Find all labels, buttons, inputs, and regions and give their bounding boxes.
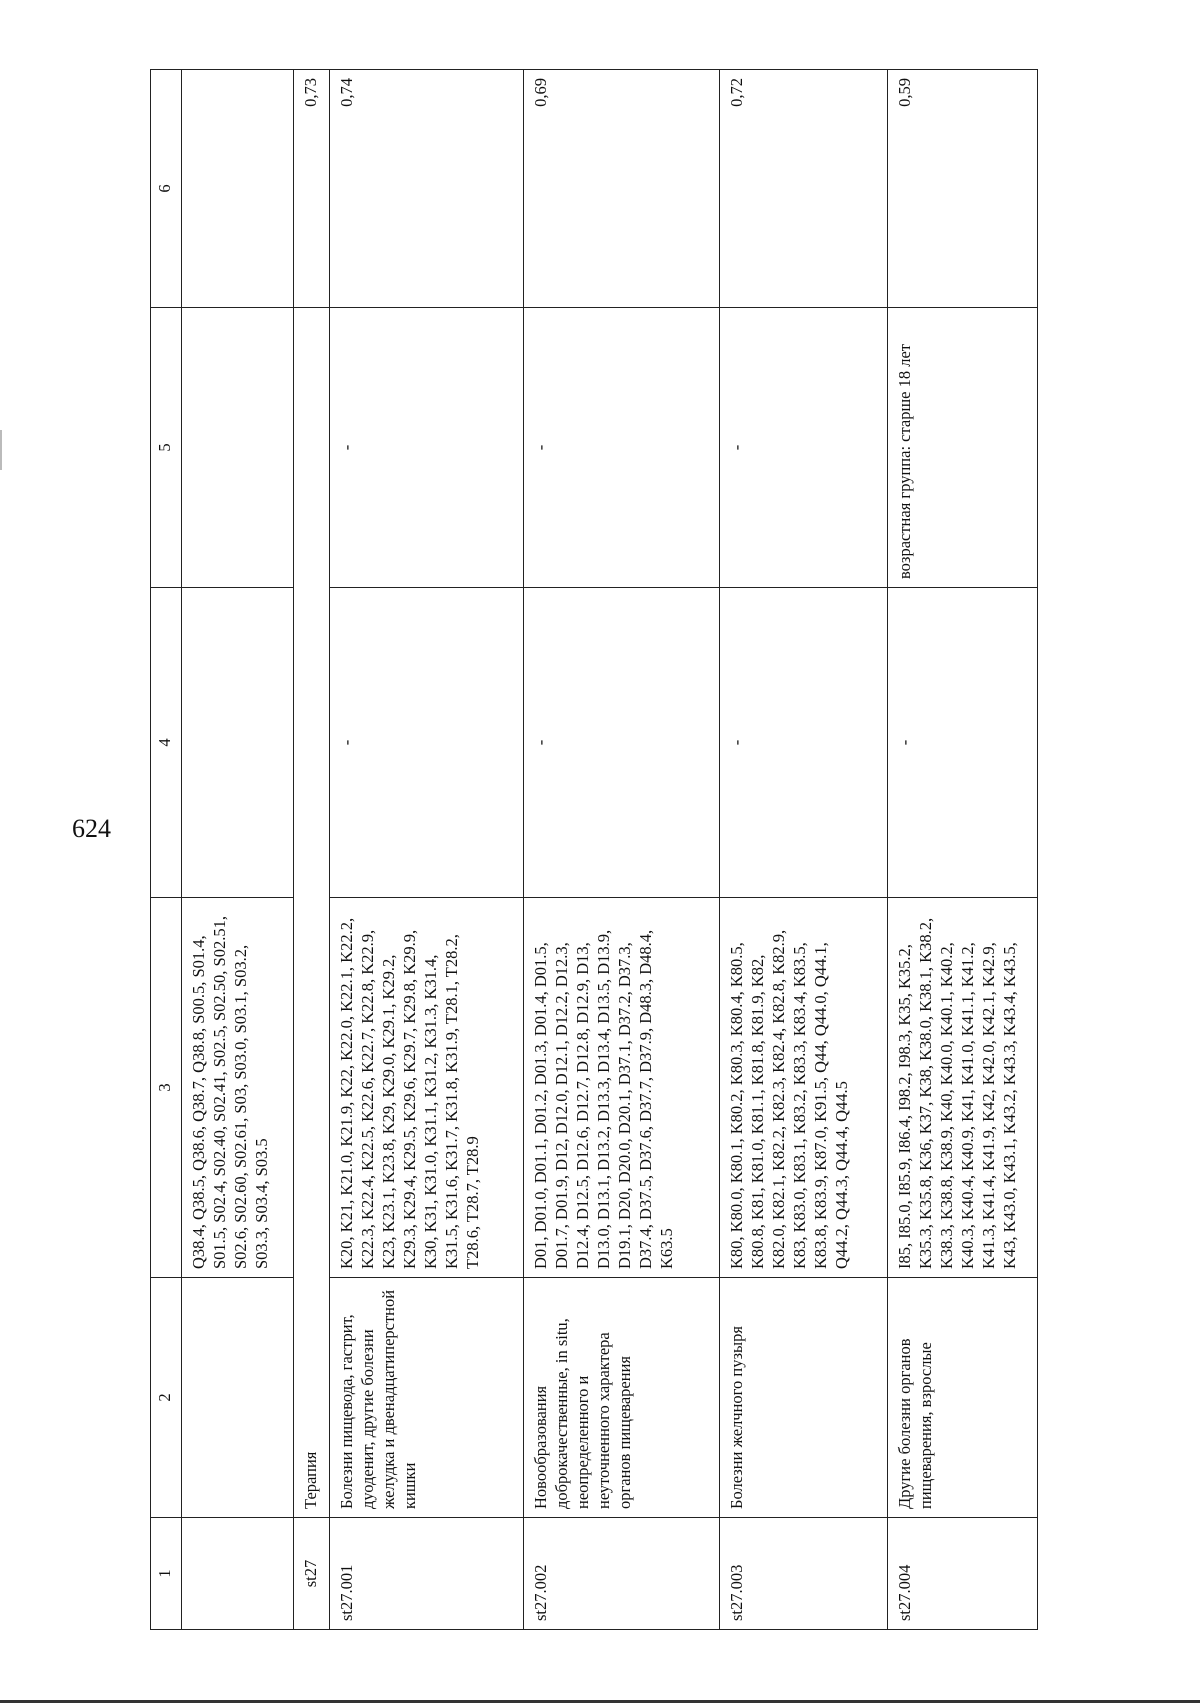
cell-col5 xyxy=(182,308,294,588)
cell-coef: 0,72 xyxy=(720,70,888,308)
cell-name: Болезни желчного пузыря xyxy=(720,1278,888,1518)
header-cell: 1 xyxy=(151,1518,182,1630)
header-cell: 3 xyxy=(151,898,182,1278)
cell-icd-codes: Q38.4, Q38.5, Q38.6, Q38.7, Q38.8, S00.5, S01.4, S01.5, S02.4, S02.40, S02.41, S02.5, S02.50, S02.51, S02.6, S02.60, S02.61, S03, S03.0, S03.1, S03.2, S03.3, S03.4, S03.5 xyxy=(182,898,294,1278)
table-row xyxy=(720,70,888,1630)
header-cell: 6 xyxy=(151,70,182,308)
cell-name xyxy=(182,1278,294,1518)
cell-col5: - xyxy=(524,308,720,588)
cell-coef: 0,74 xyxy=(330,70,524,308)
cell-col4: - xyxy=(524,588,720,898)
tariff-table xyxy=(150,69,1038,1630)
section-coef: 0,73 xyxy=(294,70,330,308)
cell-icd-codes: D01, D01.0, D01.1, D01.2, D01.3, D01.4, D01.5, D01.7, D01.9, D12, D12.0, D12.1, D12.2, D12.3, D12.4, D12.5, D12.6, D12.7, D12.8, D12.9, D13, D13.0, D13.1, D13.2, D13.3, D13.4, D13.5, D13.9, D19.1, D20, D20.0, D20.1, D37.1, D37.2, D37.3, D37.4, D37.5, D37.6, D37.7, D37.9, D48.3, D48.4, K63.5 xyxy=(524,898,720,1278)
cell-coef xyxy=(182,70,294,308)
table-row xyxy=(330,70,524,1630)
cell-code: st27.002 xyxy=(524,1518,720,1630)
table-row xyxy=(524,70,720,1630)
cell-code xyxy=(182,1518,294,1630)
cell-code: st27.003 xyxy=(720,1518,888,1630)
cell-icd-codes: K20, K21, K21.0, K21.9, K22, K22.0, K22.1, K22.2, K22.3, K22.4, K22.5, K22.6, K22.7, K22.8, K22.9, K23, K23.1, K23.8, K29, K29.0, K29.1, K29.2, K29.3, K29.4, K29.5, K29.6, K29.7, K29.8, K29.9, K30, K31, K31.0, K31.1, K31.2, K31.3, K31.4, K31.5, K31.6, K31.7, K31.8, K31.9, T28.1, T28.2, T28.6, T28.7, T28.9 xyxy=(330,898,524,1278)
cell-icd-codes: I85, I85.0, I85.9, I86.4, I98.2, I98.3, K35, K35.2, K35.3, K35.8, K36, K37, K38, K38.0, K38.1, K38.2, K38.3, K38.8, K38.9, K40, K40.0, K40.1, K40.2, K40.3, K40.4, K40.9, K41, K41.0, K41.1, K41.2, K41.3, K41.4, K41.9, K42, K42.0, K42.1, K42.9, K43, K43.0, K43.1, K43.2, K43.3, K43.4, K43.5, xyxy=(888,898,1038,1278)
cell-coef: 0,69 xyxy=(524,70,720,308)
cell-code: st27.004 xyxy=(888,1518,1038,1630)
section-code: st27 xyxy=(294,1518,330,1630)
header-cell: 5 xyxy=(151,308,182,588)
cell-coef: 0,59 xyxy=(888,70,1038,308)
cell-col4: - xyxy=(330,588,524,898)
cell-col5: - xyxy=(330,308,524,588)
cell-icd-codes: K80, K80.0, K80.1, K80.2, K80.3, K80.4, K80.5, K80.8, K81, K81.0, K81.1, K81.8, K81.9, K82, K82.0, K82.1, K82.2, K82.3, K82.4, K82.8, K82.9, K83, K83.0, K83.1, K83.2, K83.3, K83.4, K83.5, K83.8, K83.9, K87.0, K91.5, Q44, Q44.0, Q44.1, Q44.2, Q44.3, Q44.4, Q44.5 xyxy=(720,898,888,1278)
cell-name: Новообразования доброкачественные, in situ, неопределенного и неуточненного характера органов пищеварения xyxy=(524,1278,720,1518)
cell-col5: возрастная группа: старше 18 лет xyxy=(888,308,1038,588)
cell-col4: - xyxy=(720,588,888,898)
cell-code: st27.001 xyxy=(330,1518,524,1630)
section-name: Терапия xyxy=(294,308,330,1518)
table-header-row xyxy=(151,70,182,1630)
scan-edge-line xyxy=(0,1700,1200,1703)
table-row xyxy=(888,70,1038,1630)
cell-col5: - xyxy=(720,308,888,588)
rotated-table-container xyxy=(150,70,1090,1630)
cell-col4: - xyxy=(888,588,1038,898)
cell-name: Болезни пищевода, гастрит, дуоденит, другие болезни желудка и двенадцатиперстной кишки xyxy=(330,1278,524,1518)
cell-col4 xyxy=(182,588,294,898)
table-row-section xyxy=(294,70,330,1630)
cell-name: Другие болезни органов пищеварения, взрослые xyxy=(888,1278,1038,1518)
table-row-continuation xyxy=(182,70,294,1630)
scan-margin-mark xyxy=(0,430,2,470)
header-cell: 4 xyxy=(151,588,182,898)
page-number: 624 xyxy=(72,814,111,843)
header-cell: 2 xyxy=(151,1278,182,1518)
